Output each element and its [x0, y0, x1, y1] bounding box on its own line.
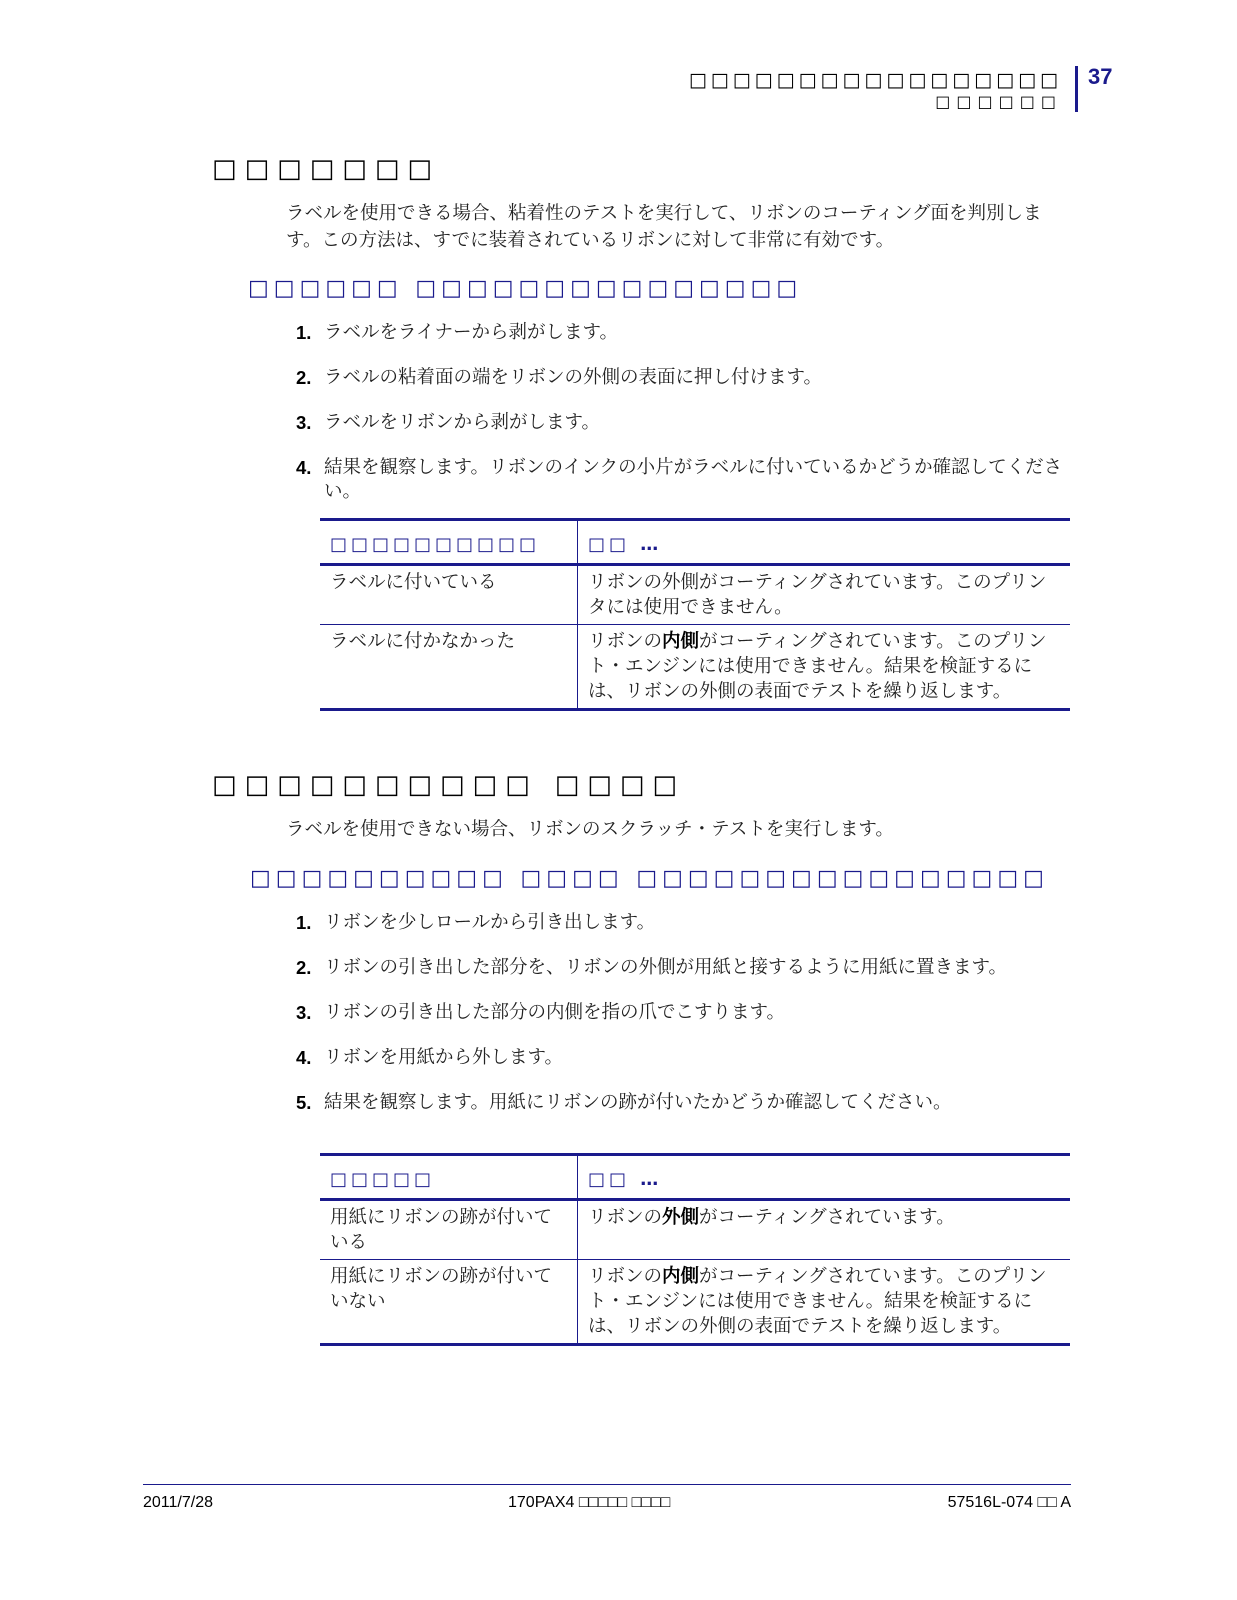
- section2-steps: [296, 911, 1084, 1136]
- footer-divider: [143, 1484, 1071, 1485]
- section1-steps: [296, 321, 1084, 525]
- chapter-title: □□□□□□□□□□□□□□□□□: [688, 69, 1062, 91]
- section2-results-table: [320, 1153, 1070, 1346]
- section2-intro: ラベルを使用できない場合、リボンのスクラッチ・テストを実行します。: [286, 819, 894, 840]
- table-row: [320, 1200, 1070, 1260]
- table-header-cell: □□ …: [578, 520, 1071, 565]
- list-item: 2. リボンの引き出した部分を、リボンの外側が用紙と接するように用紙に置きます。: [296, 957, 1008, 978]
- list-item: 3. ラベルをリボンから剥がします。: [296, 412, 601, 433]
- table-cell: 用紙にリボンの跡が付いている: [320, 1200, 578, 1260]
- table-row: [320, 565, 1070, 625]
- list-item: 1. ラベルをライナーから剥がします。: [296, 322, 618, 343]
- section1-heading: □□□□□□□: [212, 154, 440, 184]
- footer-date: 2011/7/28: [143, 1494, 213, 1511]
- table-header-row: [320, 1155, 1070, 1200]
- page-number: 37: [1088, 64, 1113, 89]
- table-cell: リボンの外側がコーティングされています。: [578, 1200, 1071, 1260]
- list-item: 3. リボンの引き出した部分の内側を指の爪でこすります。: [296, 1002, 786, 1023]
- section2-subheading: □□□□□□□□□□ □□□□ □□□□□□□□□□□□□□□□: [250, 866, 1049, 891]
- list-item: 4. リボンを用紙から外します。: [296, 1047, 564, 1068]
- table-cell: ラベルに付いている: [320, 565, 578, 625]
- table-header-cell: □□□□□: [320, 1155, 578, 1200]
- table-row: [320, 625, 1070, 710]
- table-header-row: [320, 520, 1070, 565]
- table-cell: 用紙にリボンの跡が付いていない: [320, 1260, 578, 1345]
- table-cell: ラベルに付かなかった: [320, 625, 578, 710]
- table-cell: リボンの内側がコーティングされています。このプリント・エンジンには使用できません。結果を検証するには、リボンの外側の表面でテストを繰り返します。: [578, 625, 1071, 710]
- table-cell: リボンの外側がコーティングされています。このプリンタには使用できません。: [578, 565, 1071, 625]
- footer-doc-id: 57516L-074 □□ A: [947, 1494, 1071, 1511]
- table-header-cell: □□□□□□□□□□: [320, 520, 578, 565]
- list-item: 1. リボンを少しロールから引き出します。: [296, 912, 656, 933]
- table-header-cell: □□ …: [578, 1155, 1071, 1200]
- section1-intro: ラベルを使用できる場合、粘着性のテストを実行して、リボンのコーティング面を判別します。この方法は、すでに装着されているリボンに対して非常に有効です。: [286, 203, 1042, 251]
- chapter-subtitle: □□□□□□: [935, 92, 1062, 111]
- table-cell: リボンの内側がコーティングされています。このプリント・エンジンには使用できません。結果を検証するには、リボンの外側の表面でテストを繰り返します。: [578, 1260, 1071, 1345]
- table-row: [320, 1260, 1070, 1345]
- list-item: 2. ラベルの粘着面の端をリボンの外側の表面に押し付けます。: [296, 367, 823, 388]
- footer-manual-title: 170PAX4 □□□□□ □□□□: [508, 1494, 671, 1511]
- section2-heading: □□□□□□□□□□ □□□□: [212, 770, 685, 800]
- section1-results-table: [320, 518, 1070, 711]
- list-item: 5. 結果を観察します。用紙にリボンの跡が付いたかどうか確認してください。: [296, 1092, 952, 1113]
- header-divider: [1075, 66, 1078, 112]
- section1-subheading: □□□□□□ □□□□□□□□□□□□□□□: [248, 276, 803, 301]
- list-item: 4. 結果を観察します。リボンのインクの小片がラベルに付いているかどうか確認してください。: [296, 457, 1063, 502]
